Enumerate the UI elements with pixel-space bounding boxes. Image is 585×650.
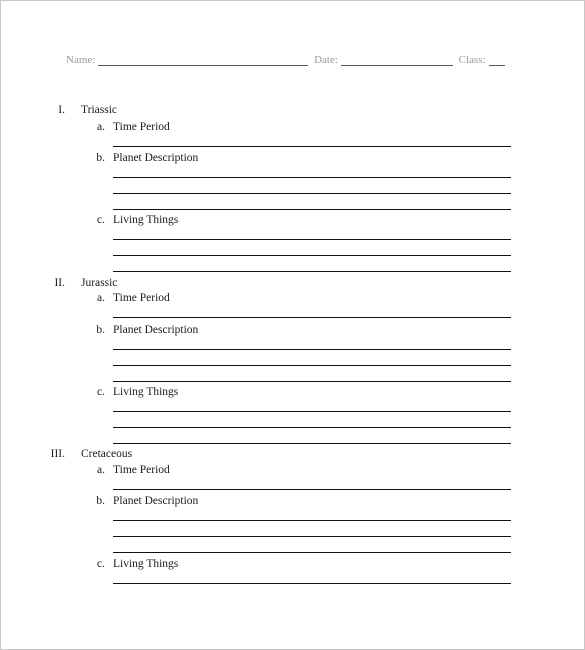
section-title-cretaceous: Cretaceous — [81, 448, 133, 460]
item-letter: a. — [97, 464, 105, 476]
item-letter: a. — [97, 121, 105, 133]
item-letter: a. — [97, 292, 105, 304]
answer-line[interactable] — [113, 271, 511, 272]
item-label-living-things: Living Things — [113, 386, 179, 398]
item-label-time-period: Time Period — [113, 464, 170, 476]
date-blank[interactable] — [341, 53, 453, 66]
item-label-planet-description: Planet Description — [113, 324, 199, 336]
item-label-planet-description: Planet Description — [113, 495, 199, 507]
worksheet-header — [66, 53, 508, 66]
answer-line[interactable] — [113, 536, 511, 537]
item-label-time-period: Time Period — [113, 121, 170, 133]
item-label-planet-description: Planet Description — [113, 152, 199, 164]
answer-line[interactable] — [113, 255, 511, 256]
answer-line[interactable] — [113, 239, 511, 240]
date-label: Date: — [314, 54, 338, 66]
answer-line[interactable] — [113, 520, 511, 521]
answer-line[interactable] — [113, 552, 511, 553]
section-title-triassic: Triassic — [81, 104, 117, 116]
item-letter: c. — [97, 214, 105, 226]
section-title-jurassic: Jurassic — [81, 277, 118, 289]
answer-line[interactable] — [113, 411, 511, 412]
name-blank[interactable] — [98, 53, 308, 66]
answer-line[interactable] — [113, 209, 511, 210]
section-numeral: III. — [50, 448, 65, 460]
answer-line[interactable] — [113, 443, 511, 444]
item-letter: b. — [96, 152, 105, 164]
item-label-living-things: Living Things — [113, 558, 179, 570]
answer-line[interactable] — [113, 365, 511, 366]
section-numeral: II. — [54, 277, 65, 289]
answer-line[interactable] — [113, 381, 511, 382]
answer-line[interactable] — [113, 317, 511, 318]
item-label-living-things: Living Things — [113, 214, 179, 226]
name-label: Name: — [66, 54, 96, 66]
item-letter: b. — [96, 495, 105, 507]
item-letter: b. — [96, 324, 105, 336]
item-letter: c. — [97, 386, 105, 398]
answer-line[interactable] — [113, 583, 511, 584]
section-numeral: I. — [58, 104, 65, 116]
answer-line[interactable] — [113, 177, 511, 178]
answer-line[interactable] — [113, 489, 511, 490]
item-label-time-period: Time Period — [113, 292, 170, 304]
class-blank[interactable] — [489, 53, 505, 66]
answer-line[interactable] — [113, 146, 511, 147]
answer-line[interactable] — [113, 193, 511, 194]
answer-line[interactable] — [113, 349, 511, 350]
class-label: Class: — [458, 54, 486, 66]
answer-line[interactable] — [113, 427, 511, 428]
item-letter: c. — [97, 558, 105, 570]
